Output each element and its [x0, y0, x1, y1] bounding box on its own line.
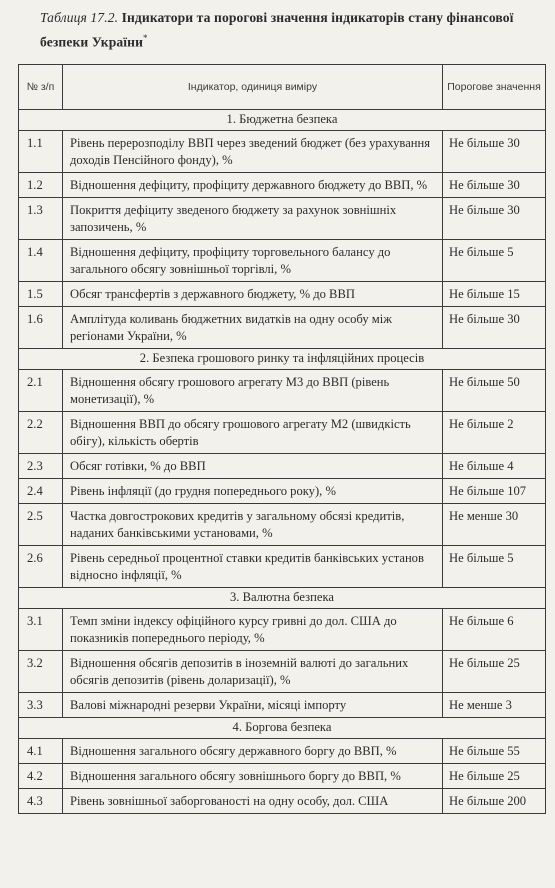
- row-number: 1.3: [19, 198, 63, 240]
- header-indicator: Індикатор, одиниця виміру: [63, 65, 443, 110]
- row-number: 2.5: [19, 504, 63, 546]
- table-row: [19, 789, 546, 814]
- row-threshold: Не більше 5: [443, 546, 546, 588]
- section-row: [19, 718, 546, 739]
- row-threshold: Не менше 3: [443, 693, 546, 718]
- row-threshold: Не більше 25: [443, 651, 546, 693]
- table-row: [19, 504, 546, 546]
- row-number: 3.2: [19, 651, 63, 693]
- section-title: 3. Валютна безпека: [19, 588, 546, 609]
- table-row: [19, 173, 546, 198]
- row-threshold: Не більше 50: [443, 370, 546, 412]
- section-title: 2. Безпека грошового ринку та інфляційних процесів: [19, 349, 546, 370]
- row-number: 3.1: [19, 609, 63, 651]
- caption-title: Індикатори та порогові значення індикаторів стану фінансової безпеки України: [40, 10, 514, 50]
- table-row: [19, 131, 546, 173]
- row-number: 1.1: [19, 131, 63, 173]
- row-number: 2.6: [19, 546, 63, 588]
- caption-label: Таблиця 17.2.: [40, 10, 119, 25]
- table-row: [19, 479, 546, 504]
- table-header-row: [19, 65, 546, 110]
- row-indicator: Обсяг готівки, % до ВВП: [63, 454, 443, 479]
- row-number: 2.1: [19, 370, 63, 412]
- row-number: 3.3: [19, 693, 63, 718]
- row-threshold: Не більше 30: [443, 131, 546, 173]
- row-number: 2.2: [19, 412, 63, 454]
- table-row: [19, 693, 546, 718]
- row-number: 4.2: [19, 764, 63, 789]
- table-row: [19, 282, 546, 307]
- table-row: [19, 454, 546, 479]
- table-caption: [40, 8, 545, 53]
- section-title: 1. Бюджетна безпека: [19, 110, 546, 131]
- table-body: [19, 110, 546, 814]
- row-indicator: Покриття дефіциту зведеного бюджету за рахунок зовнішніх запозичень, %: [63, 198, 443, 240]
- row-number: 1.6: [19, 307, 63, 349]
- row-threshold: Не більше 4: [443, 454, 546, 479]
- row-threshold: Не більше 55: [443, 739, 546, 764]
- indicators-table: [18, 64, 546, 814]
- row-threshold: Не більше 6: [443, 609, 546, 651]
- row-threshold: Не більше 30: [443, 307, 546, 349]
- table-row: [19, 651, 546, 693]
- table-row: [19, 240, 546, 282]
- row-threshold: Не більше 200: [443, 789, 546, 814]
- row-number: 1.4: [19, 240, 63, 282]
- row-threshold: Не більше 30: [443, 173, 546, 198]
- row-indicator: Валові міжнародні резерви України, місяці імпорту: [63, 693, 443, 718]
- row-threshold: Не більше 30: [443, 198, 546, 240]
- row-number: 4.3: [19, 789, 63, 814]
- section-row: [19, 588, 546, 609]
- row-indicator: Рівень інфляції (до грудня попереднього року), %: [63, 479, 443, 504]
- table-row: [19, 307, 546, 349]
- row-threshold: Не більше 2: [443, 412, 546, 454]
- table-row: [19, 739, 546, 764]
- section-row: [19, 349, 546, 370]
- row-number: 1.2: [19, 173, 63, 198]
- row-threshold: Не більше 107: [443, 479, 546, 504]
- row-indicator: Частка довгострокових кредитів у загальному обсязі кредитів, наданих банківськими установами, %: [63, 504, 443, 546]
- row-indicator: Відношення дефіциту, профіциту торговельного балансу до загального обсягу зовнішньої торгівлі, %: [63, 240, 443, 282]
- row-indicator: Відношення дефіциту, профіциту державного бюджету до ВВП, %: [63, 173, 443, 198]
- table-row: [19, 412, 546, 454]
- row-indicator: Відношення ВВП до обсягу грошового агрегату М2 (швидкість обігу), кількість обертів: [63, 412, 443, 454]
- row-indicator: Відношення обсягів депозитів в іноземній валюті до загальних обсягів депозитів (рівень доларизації), %: [63, 651, 443, 693]
- row-indicator: Рівень зовнішньої заборгованості на одну особу, дол. США: [63, 789, 443, 814]
- row-number: 2.3: [19, 454, 63, 479]
- table-row: [19, 609, 546, 651]
- row-number: 1.5: [19, 282, 63, 307]
- row-indicator: Рівень середньої процентної ставки кредитів банківських установ відносно інфляції, %: [63, 546, 443, 588]
- row-number: 4.1: [19, 739, 63, 764]
- table-row: [19, 546, 546, 588]
- row-indicator: Обсяг трансфертів з державного бюджету, % до ВВП: [63, 282, 443, 307]
- row-indicator: Темп зміни індексу офіційного курсу гривні до дол. США до показників попереднього періоду, %: [63, 609, 443, 651]
- section-row: [19, 110, 546, 131]
- row-number: 2.4: [19, 479, 63, 504]
- header-num: № з/п: [19, 65, 63, 110]
- row-threshold: Не менше 30: [443, 504, 546, 546]
- row-indicator: Відношення обсягу грошового агрегату М3 до ВВП (рівень монетизації), %: [63, 370, 443, 412]
- row-threshold: Не більше 5: [443, 240, 546, 282]
- row-threshold: Не більше 15: [443, 282, 546, 307]
- section-title: 4. Боргова безпека: [19, 718, 546, 739]
- row-indicator: Відношення загального обсягу зовнішнього боргу до ВВП, %: [63, 764, 443, 789]
- row-indicator: Рівень перерозподілу ВВП через зведений бюджет (без урахування доходів Пенсійного фонду), %: [63, 131, 443, 173]
- table-row: [19, 764, 546, 789]
- table-row: [19, 198, 546, 240]
- row-indicator: Відношення загального обсягу державного боргу до ВВП, %: [63, 739, 443, 764]
- table-row: [19, 370, 546, 412]
- row-threshold: Не більше 25: [443, 764, 546, 789]
- caption-footnote-mark: *: [143, 33, 148, 43]
- header-threshold: Порогове значення: [443, 65, 546, 110]
- row-indicator: Амплітуда коливань бюджетних видатків на одну особу між регіонами України, %: [63, 307, 443, 349]
